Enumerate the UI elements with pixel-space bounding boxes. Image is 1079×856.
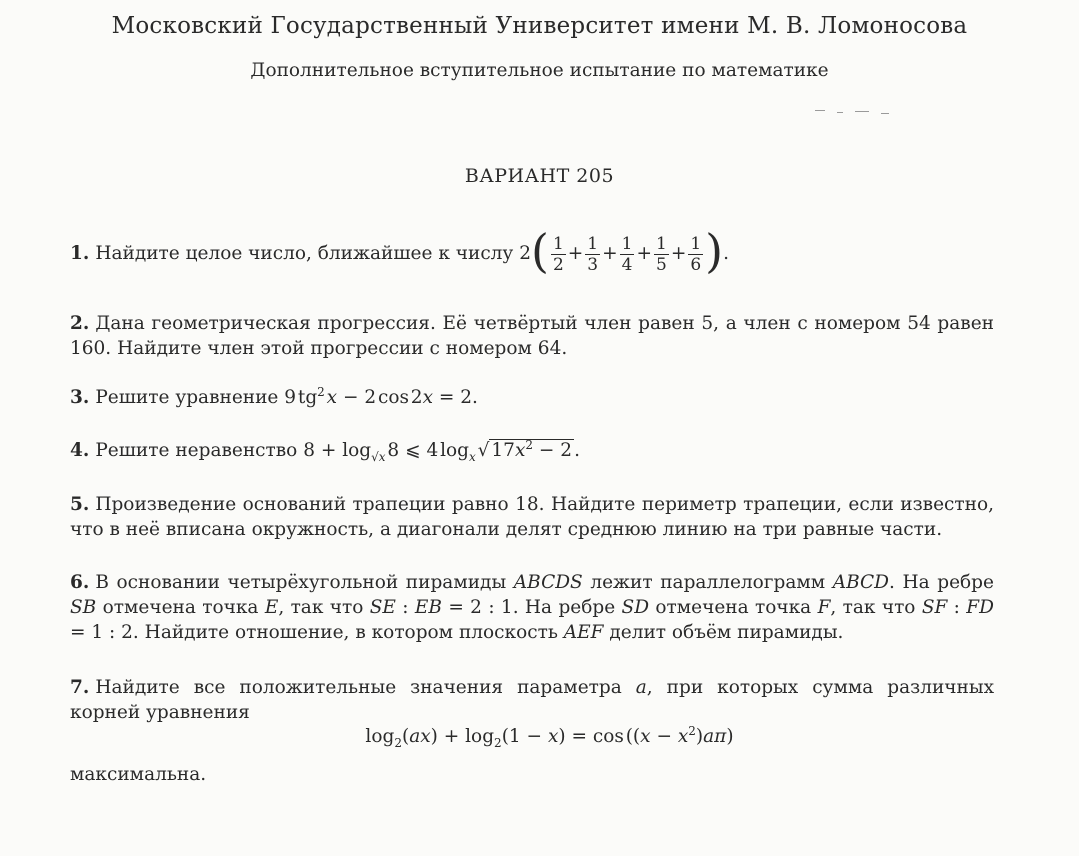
formula-3: 9 $tg^2$ x − 2 cos 2x = 2. — [284, 385, 478, 408]
problem-text: Произведение оснований трапеции равно 18. Найдите периметр трапеции, если известно, что в неё вписана окружность, а диагонали делят среднюю линию на три равные части. — [70, 494, 994, 540]
problem-text: лежит параллелограмм — [590, 572, 826, 593]
problem-text: , так что — [830, 597, 916, 618]
problem-text: Решите неравенство — [95, 440, 298, 461]
problem-number: 2. — [70, 313, 90, 334]
formula-1: 2( $\frac{1}{2}$ + $\frac{1}{3}$ + $\frac{1}{4}$ + $\frac{1}{5}$ + $\frac{1}{6}$ ). — [519, 224, 729, 278]
problem-number: 1. — [70, 243, 90, 264]
problem-number: 4. — [70, 440, 90, 461]
problem-7: 7. Найдите все положительные значения параметра a, при которых сумма различных корней уравнения — [70, 677, 994, 723]
variant-title: ВАРИАНТ 205 — [464, 165, 615, 187]
problem-text: Дана геометрическая прогрессия. Её четвёртый член равен 5, а член с номером 54 равен 160. Найдите член этой прогрессии с номером 64. — [70, 313, 994, 359]
problem-3 — [70, 385, 994, 410]
problem-text: , так что — [278, 597, 364, 618]
problem-text: В основании четырёхугольной пирамиды — [95, 572, 507, 593]
problem-2 — [70, 311, 994, 361]
problem-text: Найдите целое число, ближайшее к числу — [95, 243, 514, 264]
problem-text: максимальна. — [70, 764, 207, 785]
problem-number: 7. — [70, 677, 90, 698]
problem-1 — [70, 224, 994, 278]
scan-specks — [815, 100, 905, 120]
problem-text: отмечена точка — [102, 597, 259, 618]
problem-text: Найдите все положительные значения параметра — [95, 677, 622, 698]
problem-text: . Найдите отношение, в котором плоскость — [132, 622, 558, 643]
problem-text: , при которых сумма различных корней уравнения — [70, 677, 994, 723]
university-title: Московский Государственный Университет имени М. В. Ломоносова — [111, 13, 968, 39]
exam-subtitle: Дополнительное вступительное испытание по математике — [250, 60, 829, 81]
formula-4: $8 + \log_{√x}$ 8 ⩽ 4 $\log_x$ √ $17x^2 - 2$ . — [303, 438, 580, 464]
problem-text: отмечена точка — [655, 597, 812, 618]
problem-4 — [70, 438, 994, 463]
formula-7: $\log_2(ax) + \log_2(1 - x) = \cos$ $((x - x^2)a\pi)$ — [365, 724, 734, 750]
problem-5 — [70, 492, 994, 542]
problem-text: делит объём пирамиды. — [609, 622, 844, 643]
problem-text: . На ребре — [512, 597, 616, 618]
problem-number: 5. — [70, 494, 90, 515]
problem-6: 6. В основании четырёхугольной пирамиды ABCDS лежит параллелограмм ABCD. На ребре SB отмечена точка E, так что SE : EB = 2 : 1. На ребре SD отмечена точка F, так что SF : FD = 1 : 2. Найдите отношение, в котором плоскость AEF делит объём пирамиды. — [70, 572, 994, 643]
problem-number: 3. — [70, 387, 90, 408]
problem-7-tail — [70, 762, 994, 787]
problem-text: Решите уравнение — [95, 387, 279, 408]
problem-number: 6. — [70, 572, 90, 593]
problem-text: . На ребре — [889, 572, 994, 593]
